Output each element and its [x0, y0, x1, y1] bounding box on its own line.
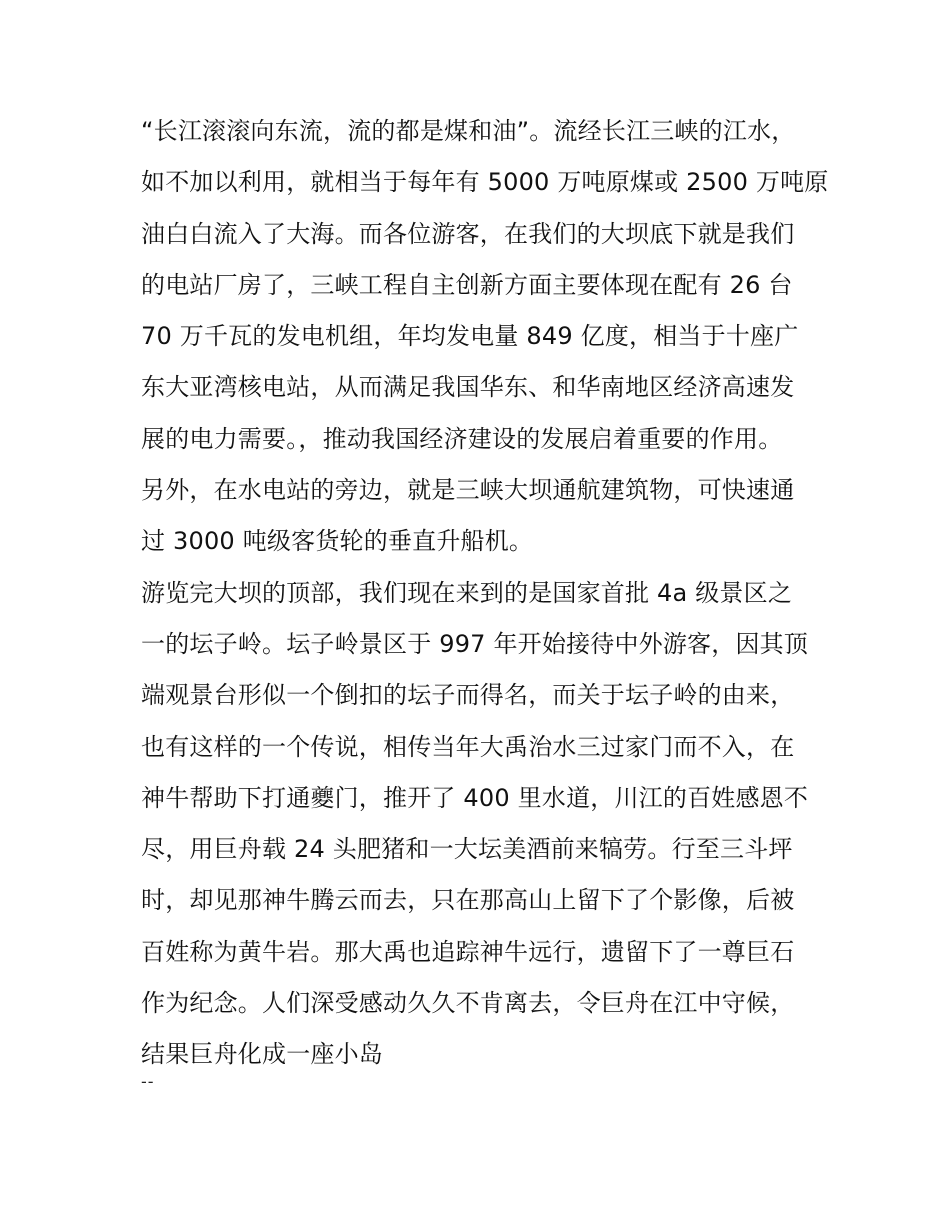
text-line: 东大亚湾核电站，从而满足我国华东、和华南地区经济高速发	[141, 373, 795, 402]
text-line: 一的坛子岭。坛子岭景区于 997 年开始接待中外游客，因其顶	[141, 629, 809, 658]
text-line: 如不加以利用，就相当于每年有 5000 万吨原煤或 2500 万吨原	[141, 168, 829, 197]
text-line: “长江滚滚向东流，流的都是煤和油”。流经长江三峡的江水，	[141, 117, 796, 145]
text-line: 70 万千瓦的发电机组，年均发电量 849 亿度，相当于十座广	[141, 322, 799, 351]
body-text	[141, 106, 829, 1081]
text-line: 过 3000 吨级客货轮的垂直升船机。	[141, 527, 534, 556]
text-line: 尽，用巨舟载 24 头肥猪和一大坛美酒前来犒劳。行至三斗坪	[141, 835, 793, 864]
text-line: 时，却见那神牛腾云而去，只在那高山上留下了个影像，后被	[141, 886, 795, 915]
text-line: 端观景台形似一个倒扣的坛子而得名，而关于坛子岭的由来，	[141, 681, 795, 710]
text-line: 神牛帮助下打通夔门，推开了 400 里水道，川江的百姓感恩不	[141, 783, 809, 812]
text-line: 作为纪念。人们深受感动久久不肯离去，令巨舟在江中守候，	[141, 989, 795, 1018]
text-line: 展的电力需要。，推动我国经济建设的发展启着重要的作用。	[141, 424, 783, 453]
text-line: 结果巨舟化成一座小岛	[141, 1040, 383, 1069]
text-line: 也有这样的一个传说，相传当年大禹治水三过家门而不入，在	[141, 732, 795, 761]
text-line: 另外，在水电站的旁边，就是三峡大坝通航建筑物，可快速通	[141, 476, 795, 505]
text-line: 油白白流入了大海。而各位游客，在我们的大坝底下就是我们	[141, 219, 795, 248]
text-line: 的电站厂房了，三峡工程自主创新方面主要体现在配有 26 台	[141, 270, 793, 299]
text-line: 游览完大坝的顶部，我们现在来到的是国家首批 4a 级景区之	[141, 578, 793, 607]
page-end-mark: --	[141, 1072, 155, 1091]
text-line: 百姓称为黄牛岩。那大禹也追踪神牛远行，遗留下了一尊巨石	[141, 937, 795, 966]
